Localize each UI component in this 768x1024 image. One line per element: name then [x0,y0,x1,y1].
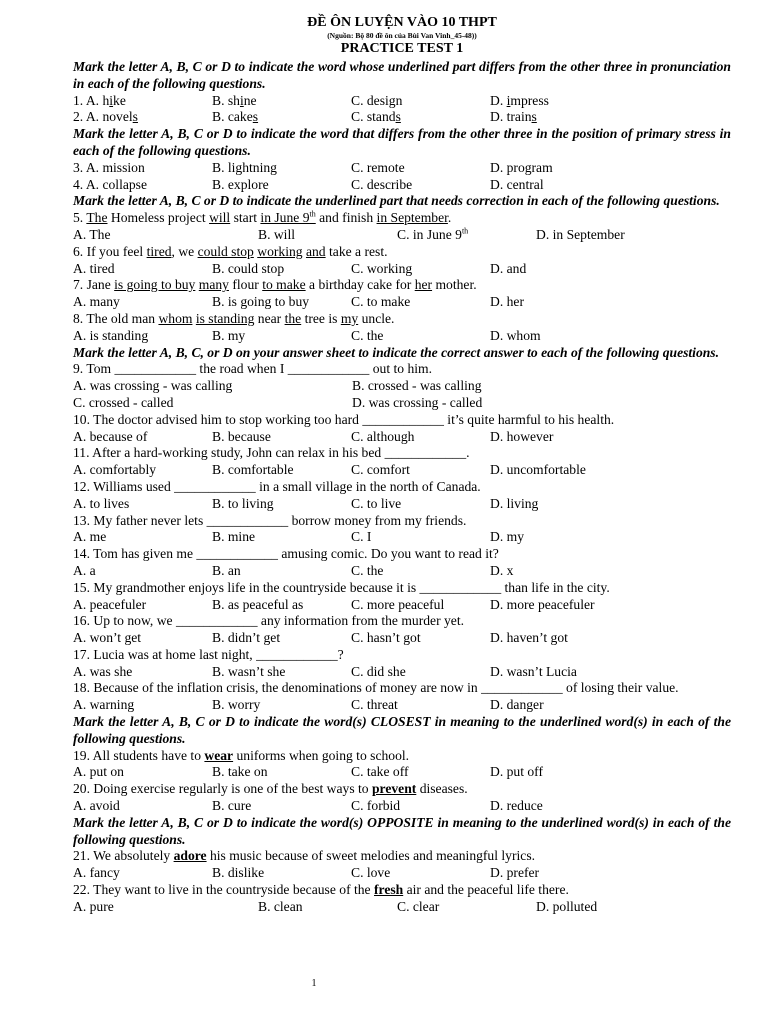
source-note: (Nguồn: Bộ 80 đề ôn của Bùi Van Vinh_45-48)) [327,31,477,40]
option-d: D. however [490,428,554,444]
option-c: C. forbid [351,798,401,814]
question-6-options [73,261,731,278]
instruction-opposite: Mark the letter A, B, C or D to indicate the word(s) OPPOSITE in meaning to the underlined word(s) in each of the following questions. [73,814,731,847]
option-c: C. more peaceful [351,596,445,612]
option-b: B. because [212,428,271,444]
option-a: A. warning [73,697,135,713]
page-title: ĐỀ ÔN LUYỆN VÀO 10 THPT [307,15,497,30]
option-a: A. a [73,562,96,578]
question-4 [73,177,731,194]
option-c: C. love [351,865,391,881]
question-9-stem: 9. Tom ____________ the road when I ____________ out to him. [73,361,433,377]
option-d: D. put off [490,764,543,780]
option-d: D. my [490,529,524,545]
question-9-options-2 [73,395,731,412]
option-c: C. did she [351,663,406,679]
option-b: B. my [212,327,246,343]
option-c: C. remote [351,159,405,175]
option-c: C. the [351,562,384,578]
option-d: D. whom [490,327,541,343]
question-9-options [73,378,731,395]
option-c: C. describe [351,176,413,192]
question-7-stem: 7. Jane is going to buy many flour to make a birthday cake for her mother. [73,277,477,293]
question-11-options [73,462,731,479]
option-b: B. wasn’t she [212,663,286,679]
question-12-stem: 12. Williams used ____________ in a small village in the north of Canada. [73,478,481,494]
option-d: D. her [490,294,524,310]
option-b: B. comfortable [212,462,294,478]
option-b: B. lightning [212,159,277,175]
option-a: A. put on [73,764,124,780]
question-13-stem: 13. My father never lets ____________ borrow money from my friends. [73,512,467,528]
question-18-stem: 18. Because of the inflation crisis, the denominations of money are now in ____________ of losing their value. [73,680,679,696]
option-d: D. was crossing - called [352,394,483,410]
test-subtitle: PRACTICE TEST 1 [340,41,464,56]
option-a: A. was she [73,663,133,679]
option-a: A. is standing [73,327,149,343]
option-b: B. didn’t get [212,630,281,646]
option-d: D. uncomfortable [490,462,586,478]
question-12-options [73,496,731,513]
question-5-stem: 5. The Homeless project will start in June 9th and finish in September. [73,209,452,226]
option-b: B. will [258,226,296,242]
question-10-options [73,429,731,446]
question-6-stem: 6. If you feel tired, we could stop working and take a rest. [73,243,388,259]
option-d: D. central [490,176,544,192]
option-d: D. danger [490,697,544,713]
option-b: B. explore [212,176,269,192]
question-19-stem: 19. All students have to wear uniforms when going to school. [73,747,410,763]
option-c: C. stands [351,109,401,125]
question-15-stem: 15. My grandmother enjoys life in the countryside because it is ____________ than life in the city. [73,579,610,595]
option-b: B. shine [212,92,257,108]
option-a: A. was crossing - was calling [73,378,233,394]
option-a: 1. A. hike [73,92,126,108]
option-d: D. in September [536,226,625,242]
question-7-options [73,294,731,311]
instruction-answer: Mark the letter A, B, C, or D on your answer sheet to indicate the correct answer to each of the following questions. [73,344,719,360]
question-21-stem: 21. We absolutely adore his music because of sweet melodies and meaningful lyrics. [73,848,536,864]
option-b: B. mine [212,529,256,545]
option-b: B. as peaceful as [212,596,304,612]
question-11-stem: 11. After a hard-working study, John can relax in his bed ____________. [73,445,470,461]
option-d: D. more peacefuler [490,596,595,612]
option-a: A. because of [73,428,148,444]
option-c: C. although [351,428,415,444]
option-b: B. an [212,562,241,578]
question-22-options [73,899,731,916]
question-16-stem: 16. Up to now, we ____________ any information from the murder yet. [73,613,464,629]
option-a: A. fancy [73,865,120,881]
option-a: 2. A. novels [73,109,138,125]
option-a: A. pure [73,898,114,914]
option-d: D. polluted [536,898,598,914]
instruction-pronunciation: Mark the letter A, B, C or D to indicate the word whose underlined part differs from the other three in pronunciation in each of the following questions. [73,59,731,91]
option-d: D. reduce [490,798,543,814]
option-b: B. crossed - was calling [352,378,482,394]
question-3 [73,160,731,177]
option-a: A. peacefuler [73,596,147,612]
question-20-options [73,798,731,815]
option-c: C. threat [351,697,398,713]
question-16-options [73,630,731,647]
question-10-stem: 10. The doctor advised him to stop working too hard ____________ it’s quite harmful to his health. [73,411,615,427]
option-c: C. I [351,529,372,545]
option-b: B. is going to buy [212,294,310,310]
option-c: C. crossed - called [73,394,174,410]
option-c: C. in June 9th [397,226,469,242]
option-a: 4. A. collapse [73,176,147,192]
question-8-stem: 8. The old man whom is standing near the tree is my uncle. [73,310,395,326]
question-19-options [73,764,731,781]
option-d: D. x [490,562,514,578]
option-a: A. won’t get [73,630,142,646]
question-8-options [73,328,731,345]
option-b: B. cakes [212,109,259,125]
option-c: C. take off [351,764,409,780]
option-d: D. and [490,260,527,276]
question-13-options [73,529,731,546]
option-a: A. me [73,529,107,545]
option-c: C. to make [351,294,411,310]
option-d: D. program [490,159,553,175]
question-15-options [73,597,731,614]
option-d: D. haven’t got [490,630,568,646]
instruction-closest: Mark the letter A, B, C or D to indicate the word(s) CLOSEST in meaning to the underlined word(s) in each of the following questions. [73,714,731,746]
option-d: D. prefer [490,865,540,881]
option-c: C. hasn’t got [351,630,421,646]
option-c: C. to live [351,495,402,511]
option-b: B. could stop [212,260,285,276]
option-c: C. the [351,327,384,343]
option-b: B. dislike [212,865,265,881]
page-number: 1 [311,978,317,989]
option-b: B. worry [212,697,261,713]
option-c: C. design [351,92,403,108]
question-14-stem: 14. Tom has given me ____________ amusing comic. Do you want to read it? [73,546,499,562]
option-a: A. The [73,226,111,242]
option-b: B. clean [258,898,303,914]
instruction-stress: Mark the letter A, B, C or D to indicate the word that differs from the other three in the position of primary stress in each of the following questions. [73,126,731,158]
question-2 [73,109,731,126]
option-a: 3. A. mission [73,159,145,175]
option-a: A. tired [73,260,115,276]
question-5-options [73,227,731,244]
option-c: C. clear [397,898,440,914]
option-a: A. avoid [73,798,120,814]
option-a: A. to lives [73,495,130,511]
question-14-options [73,563,731,580]
option-d: D. wasn’t Lucia [490,663,577,679]
question-17-stem: 17. Lucia was at home last night, ____________? [73,646,344,662]
option-c: C. working [351,260,413,276]
option-b: B. take on [212,764,268,780]
option-a: A. comfortably [73,462,157,478]
question-22-stem: 22. They want to live in the countryside because of the fresh air and the peaceful life there. [73,882,569,898]
option-b: B. cure [212,798,252,814]
question-20-stem: 20. Doing exercise regularly is one of the best ways to prevent diseases. [73,781,468,797]
question-17-options [73,664,731,681]
option-d: D. impress [490,92,549,108]
option-c: C. comfort [351,462,410,478]
question-18-options [73,697,731,714]
instruction-error: Mark the letter A, B, C or D to indicate the underlined part that needs correction in each of the following questions. [73,193,720,209]
option-b: B. to living [212,495,274,511]
question-21-options [73,865,731,882]
question-1 [73,93,731,110]
option-d: D. trains [490,109,537,125]
option-a: A. many [73,294,120,310]
worksheet-page [73,14,731,916]
option-d: D. living [490,495,539,511]
